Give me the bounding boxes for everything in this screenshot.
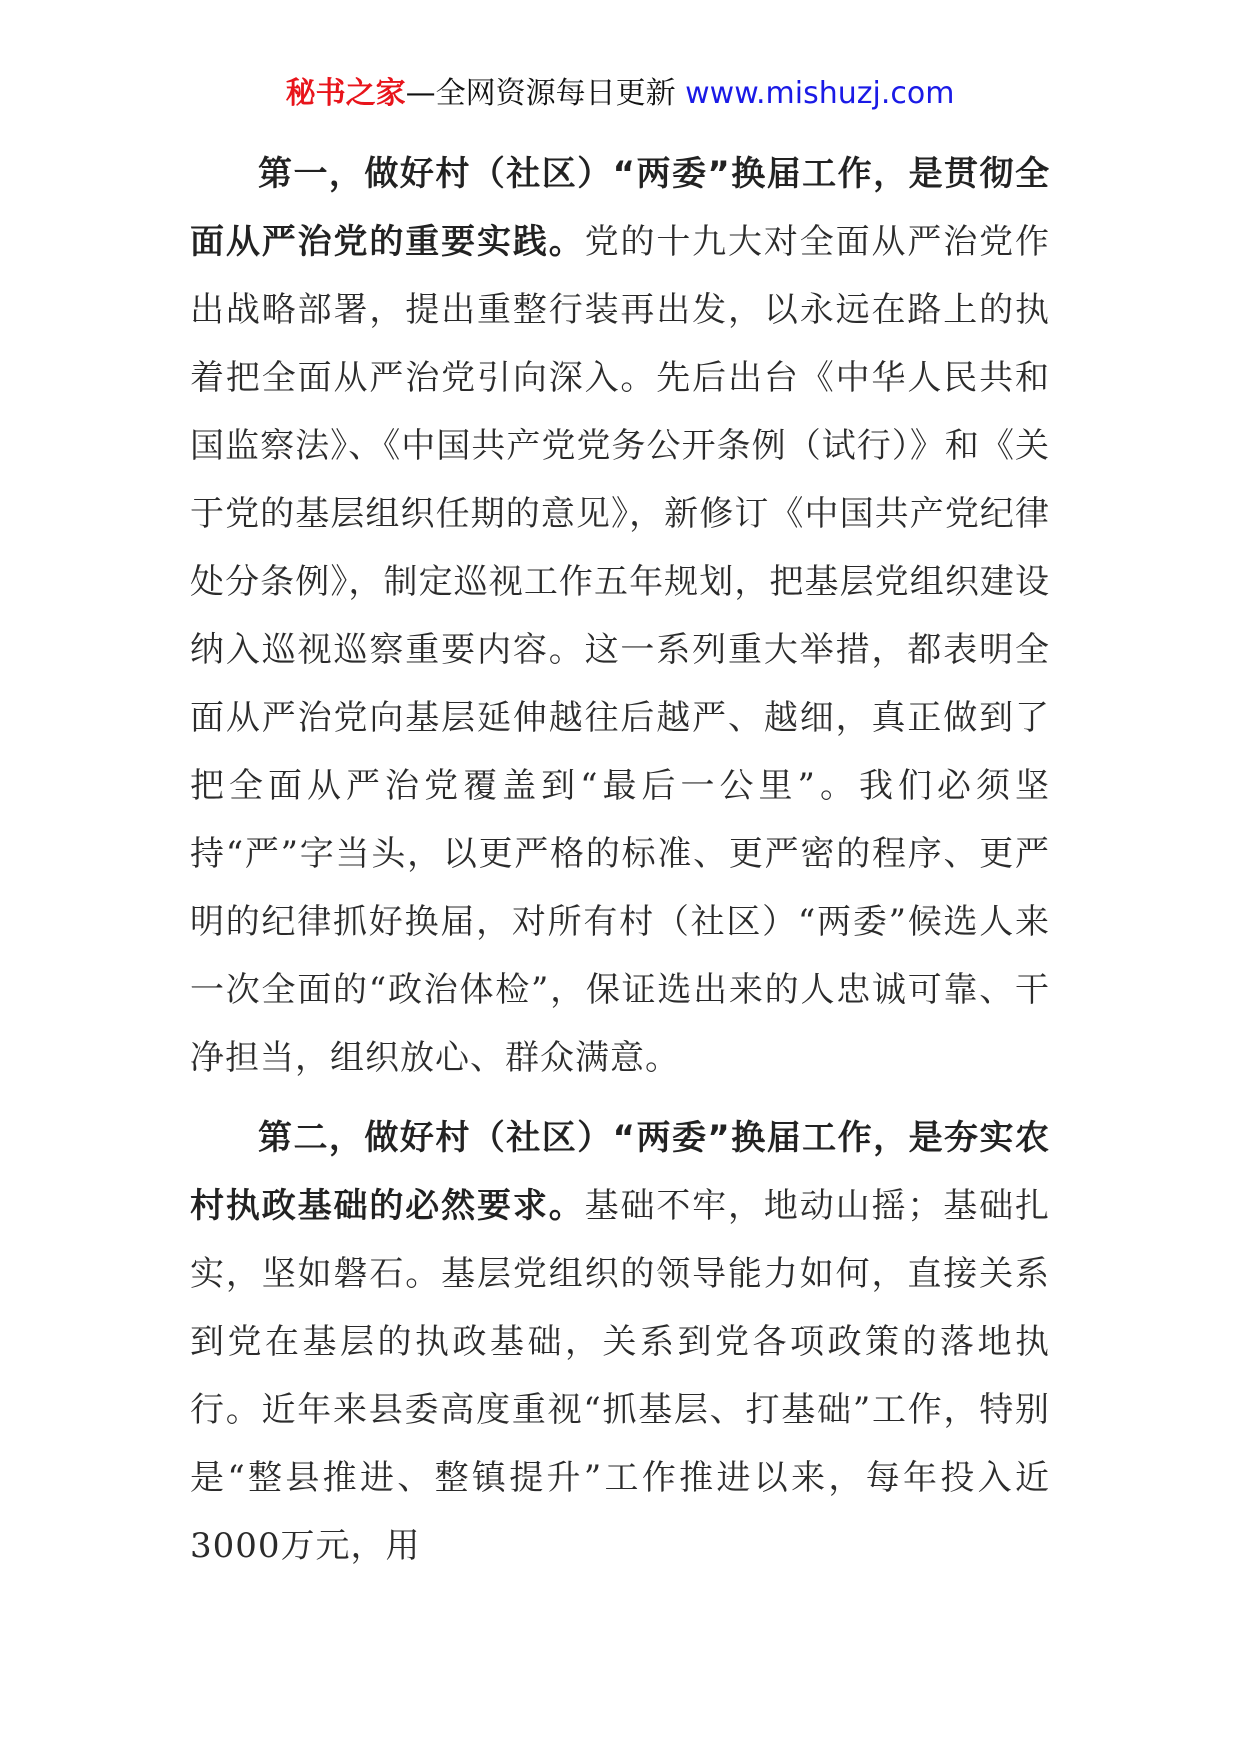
paragraph-2-lead: 第二，做好村（社区）“两委”换届工作，是夯实农村执政基础的必然要求。 [190,1118,1050,1226]
header-slogan: —全网资源每日更新 [405,76,686,111]
header-url[interactable]: www.mishuzj.com [685,76,955,111]
paragraph-2-text: 基础不牢，地动山摇；基础扎实，坚如磐石。基层党组织的领导能力如何，直接关系到党在基层的执政基础，关系到党各项政策的落地执行。近年来县委高度重视“抓基层、打基础”工作，特别是“整县推进、整镇提升”工作推进以来，每年投入近3000万元，用 [190,1186,1051,1566]
paragraph-1-lead: 第一，做好村（社区）“两委”换届工作，是贯彻全面从严治党的重要实践。 [190,154,1050,262]
paragraph-1-text: 党的十九大对全面从严治党作出战略部署，提出重整行装再出发，以永远在路上的执着把全面从严治党引向深入。先后出台《中华人民共和国监察法》、《中国共产党党务公开条例（试行）》和《关于党的基层组织任期的意见》，新修订《中国共产党纪律处分条例》，制定巡视工作五年规划，把基层党组织建设纳入巡视巡察重要内容。这一系列重大举措，都表明全面从严治党向基层延伸越往后越严、越细，真正做到了把全面从严治党覆盖到“最后一公里”。我们必须坚持“严”字当头，以更严格的标准、更严密的程序、更严明的纪律抓好换届，对所有村（社区）“两委”候选人来一次全面的“政治体检”，保证选出来的人忠诚可靠、干净担当，组织放心、群众满意。 [190,222,1051,1078]
document-body [190,140,1050,1592]
watermark-header [0,74,1240,114]
paragraph-1 [190,140,1050,1092]
header-brand: 秘书之家 [285,76,406,111]
paragraph-2 [190,1104,1050,1580]
